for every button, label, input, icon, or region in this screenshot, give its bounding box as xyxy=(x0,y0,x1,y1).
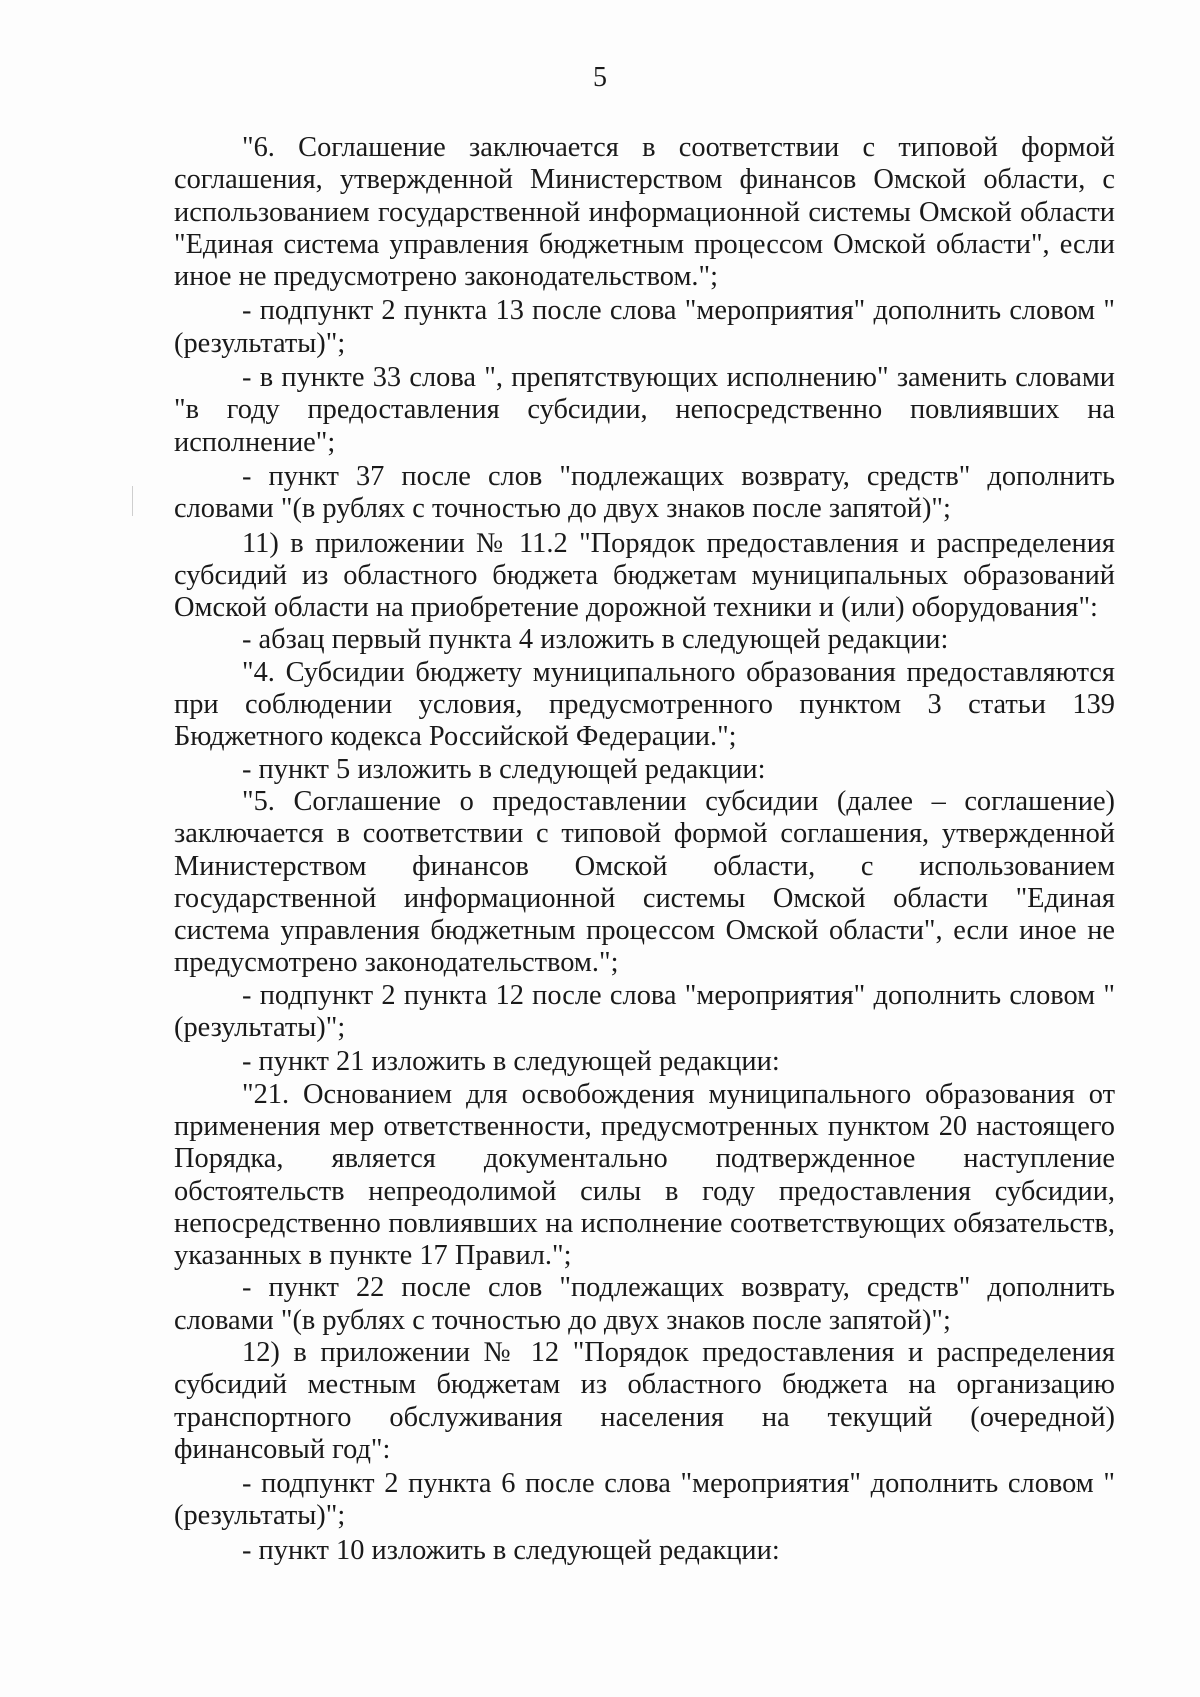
paragraph: - пункт 21 изложить в следующей редакции: xyxy=(242,1046,780,1078)
paragraph: - подпункт 2 пункта 12 после слова "мероприятия" дополнить словом "(результаты)"; xyxy=(174,979,1115,1044)
paragraph: - пункт 37 после слов "подлежащих возврату, средств" дополнить словами "(в рублях с точностью до двух знаков после запятой)"; xyxy=(174,460,1115,525)
paragraph: - пункт 22 после слов "подлежащих возврату, средств" дополнить словами "(в рублях с точностью до двух знаков после запятой)"; xyxy=(174,1272,1115,1336)
paragraph: "6. Соглашение заключается в соответствии с типовой формой соглашения, утвержденной Министерством финансов Омской области, с использованием государственной информационной системы Омской области "Единая система управления бюджетным процессом Омской области", если иное не предусмотрено законодательством."; xyxy=(174,132,1115,293)
paragraph: - пункт 10 изложить в следующей редакции: xyxy=(242,1534,780,1566)
paragraph: - пункт 5 изложить в следующей редакции: xyxy=(242,753,766,785)
paragraph: - абзац первый пункта 4 изложить в следующей редакции: xyxy=(242,624,949,656)
paragraph: 12) в приложении № 12 "Порядок предоставления и распределения субсидий местным бюджетам из областного бюджета на организацию транспортного обслуживания населения на текущий (очередной) финансовый год": xyxy=(174,1336,1115,1465)
page-number: 5 xyxy=(593,62,607,93)
document-body xyxy=(174,132,1115,1567)
paragraph: - подпункт 2 пункта 6 после слова "мероприятия" дополнить словом "(результаты)"; xyxy=(174,1468,1115,1532)
paragraph: - в пункте 33 слова ", препятствующих исполнению" заменить словами "в году предоставления субсидии, непосредственно повлиявших на исполнение"; xyxy=(174,362,1115,458)
paragraph: - подпункт 2 пункта 13 после слова "мероприятия" дополнить словом "(результаты)"; xyxy=(174,295,1115,359)
paragraph: 11) в приложении № 11.2 "Порядок предоставления и распределения субсидий из областного бюджета бюджетам муниципальных образований Омской области на приобретение дорожной техники и (или) оборудования": xyxy=(174,527,1115,624)
paragraph: "21. Основанием для освобождения муниципального образования от применения мер ответственности, предусмотренных пунктом 20 настоящего Порядка, является документально подтвержденное наступление обстоятельств непреодолимой силы в году предоставления субсидии, непосредственно повлиявших на исполнение соответствующих обязательств, указанных в пункте 17 Правил."; xyxy=(174,1078,1115,1272)
paragraph: "5. Соглашение о предоставлении субсидии (далее – соглашение) заключается в соответствии с типовой формой соглашения, утвержденной Министерством финансов Омской области, с использованием государственной информационной системы Омской области "Единая система управления бюджетным процессом Омской области", если иное не предусмотрено законодательством."; xyxy=(174,785,1115,979)
paragraph: "4. Субсидии бюджету муниципального образования предоставляются при соблюдении условия, предусмотренного пунктом 3 статьи 139 Бюджетного кодекса Российской Федерации."; xyxy=(174,656,1115,753)
scan-margin-mark xyxy=(132,486,133,516)
